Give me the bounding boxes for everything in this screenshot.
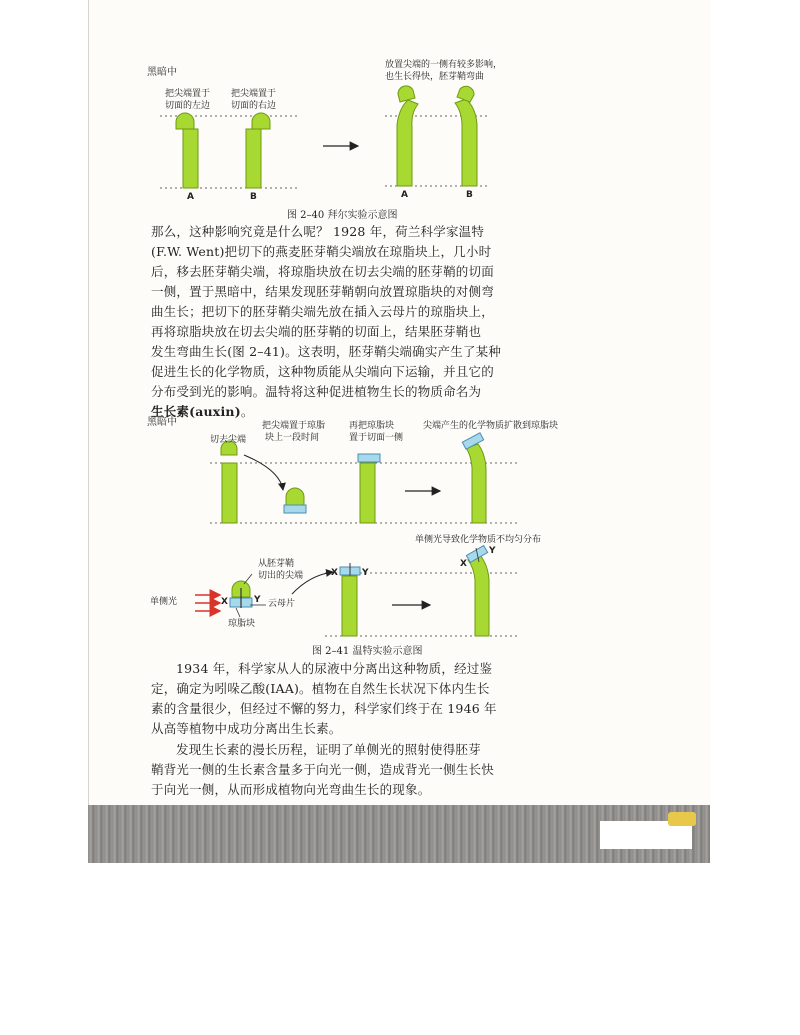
para2-line2: 定，确定为吲哚乙酸(IAA)。植物在自然生长状况下体内生长 xyxy=(151,681,490,696)
fig241-light-label: 单侧光 xyxy=(150,597,178,607)
fig241-y2: Y xyxy=(362,568,369,578)
fig240-note-a-line2: 切面的左边 xyxy=(165,101,211,111)
fig240-right-coleoptiles xyxy=(385,86,490,186)
fig241-uneven: 单侧光导致化学物质不均匀分布 xyxy=(415,535,542,545)
coleoptile-b-tip xyxy=(252,113,270,129)
fig241-mica: 云母片 xyxy=(268,599,296,609)
fig240-label-a2: A xyxy=(401,190,408,200)
fig241-x3: X xyxy=(460,559,467,569)
para3-line2: 鞘背光一侧的生长素含量多于向光一侧，造成背光一侧生长快 xyxy=(151,762,494,777)
coleoptile-a-stem xyxy=(183,129,198,188)
para1-line8: 促进生长的化学物质，这种物质能从尖端向下运输，并且它的 xyxy=(151,364,494,379)
fig241-step2-line2: 块上一段时间 xyxy=(265,433,320,443)
para2-line1: 1934 年，科学家从人的尿液中分离出这种物质，经过鉴 xyxy=(176,661,493,676)
fig240-label-b: B xyxy=(250,192,257,202)
fig240-label-a: A xyxy=(187,192,194,202)
fig241-step2-line1: 把尖端置于琼脂 xyxy=(262,421,326,431)
bent-coleoptile-a xyxy=(397,100,418,186)
auxin-term: 生长素(auxin) xyxy=(151,404,241,419)
fig240-caption: 图 2–40 拜尔实验示意图 xyxy=(287,210,398,221)
fig240-note-b-line2: 切面的右边 xyxy=(231,101,277,111)
fig241-tip-cut-line2: 切出的尖端 xyxy=(258,571,304,581)
para2-line4: 从高等植物中成功分离出生长素。 xyxy=(151,721,342,736)
fig241-cut-tip: 切去尖端 xyxy=(210,435,247,445)
para2-line3: 素的含量很少，但经过不懈的努力，科学家们终于在 1946 年 xyxy=(151,701,497,716)
fig241-y3: Y xyxy=(489,546,496,556)
para1-line3: 后，移去胚芽鞘尖端，将琼脂块放在切去尖端的胚芽鞘的切面 xyxy=(151,264,494,279)
fig240-dark-label: 黑暗中 xyxy=(147,67,177,78)
fig241-dark-label: 黑暗中 xyxy=(147,417,177,428)
fig240-note-a-line1: 把尖端置于 xyxy=(165,89,211,99)
fig240-label-b2: B xyxy=(466,190,473,200)
para3-line3: 于向光一侧，从而形成植物向光弯曲生长的现象。 xyxy=(151,782,431,797)
fig241-agar: 琼脂块 xyxy=(228,619,256,629)
para3-line1: 发现生长素的漫长历程，证明了单侧光的照射使得胚芽 xyxy=(176,742,481,757)
fig241-tip-cut-line1: 从胚芽鞘 xyxy=(258,559,295,569)
fig240-result-note-line1: 放置尖端的一侧有较多影响， xyxy=(385,60,503,70)
para1-line5: 曲生长；把切下的胚芽鞘尖端先放在插入云母片的琼脂块上， xyxy=(151,304,494,319)
para1-line9: 分布受到光的影响。温特将这种促进植物生长的物质命名为 xyxy=(151,384,482,399)
para1-period: 。 xyxy=(240,404,254,419)
fig241-step3-line2: 置于切面一侧 xyxy=(349,433,404,443)
fig241-step3-line1: 再把琼脂块 xyxy=(349,421,395,431)
fig240-result-note-line2: 也生长得快，胚芽鞘弯曲 xyxy=(385,72,485,82)
coleoptile-b-stem xyxy=(246,129,261,188)
fig240-note-b-line1: 把尖端置于 xyxy=(231,89,277,99)
para1-line2: (F.W. Went)把切下的燕麦胚芽鞘尖端放在琼脂块上，几小时 xyxy=(151,244,492,259)
fig241-step4: 尖端产生的化学物质扩散到琼脂块 xyxy=(423,421,559,431)
para1-line1: 那么，这种影响究竟是什么呢？ 1928 年，荷兰科学家温特 xyxy=(151,224,485,239)
fig241-x2: X xyxy=(331,568,338,578)
para1-line6: 再将琼脂块放在切去尖端的胚芽鞘的切面上，结果胚芽鞘也 xyxy=(151,324,482,339)
fig241-x1: X xyxy=(221,597,228,607)
coleoptile-a-tip xyxy=(176,113,194,129)
fig241-top-row xyxy=(210,433,520,523)
bent-coleoptile-b xyxy=(455,99,477,186)
para1-line4: 一侧，置于黑暗中，结果发现胚芽鞘朝向放置琼脂块的对侧弯 xyxy=(151,284,494,299)
fig241-y1: Y xyxy=(254,595,261,605)
para1-line7: 发生弯曲生长(图 2–41)。这表明，胚芽鞘尖端确实产生了某种 xyxy=(151,344,502,359)
fig241-caption: 图 2–41 温特实验示意图 xyxy=(312,646,423,657)
fig240-left-coleoptiles xyxy=(160,113,300,188)
